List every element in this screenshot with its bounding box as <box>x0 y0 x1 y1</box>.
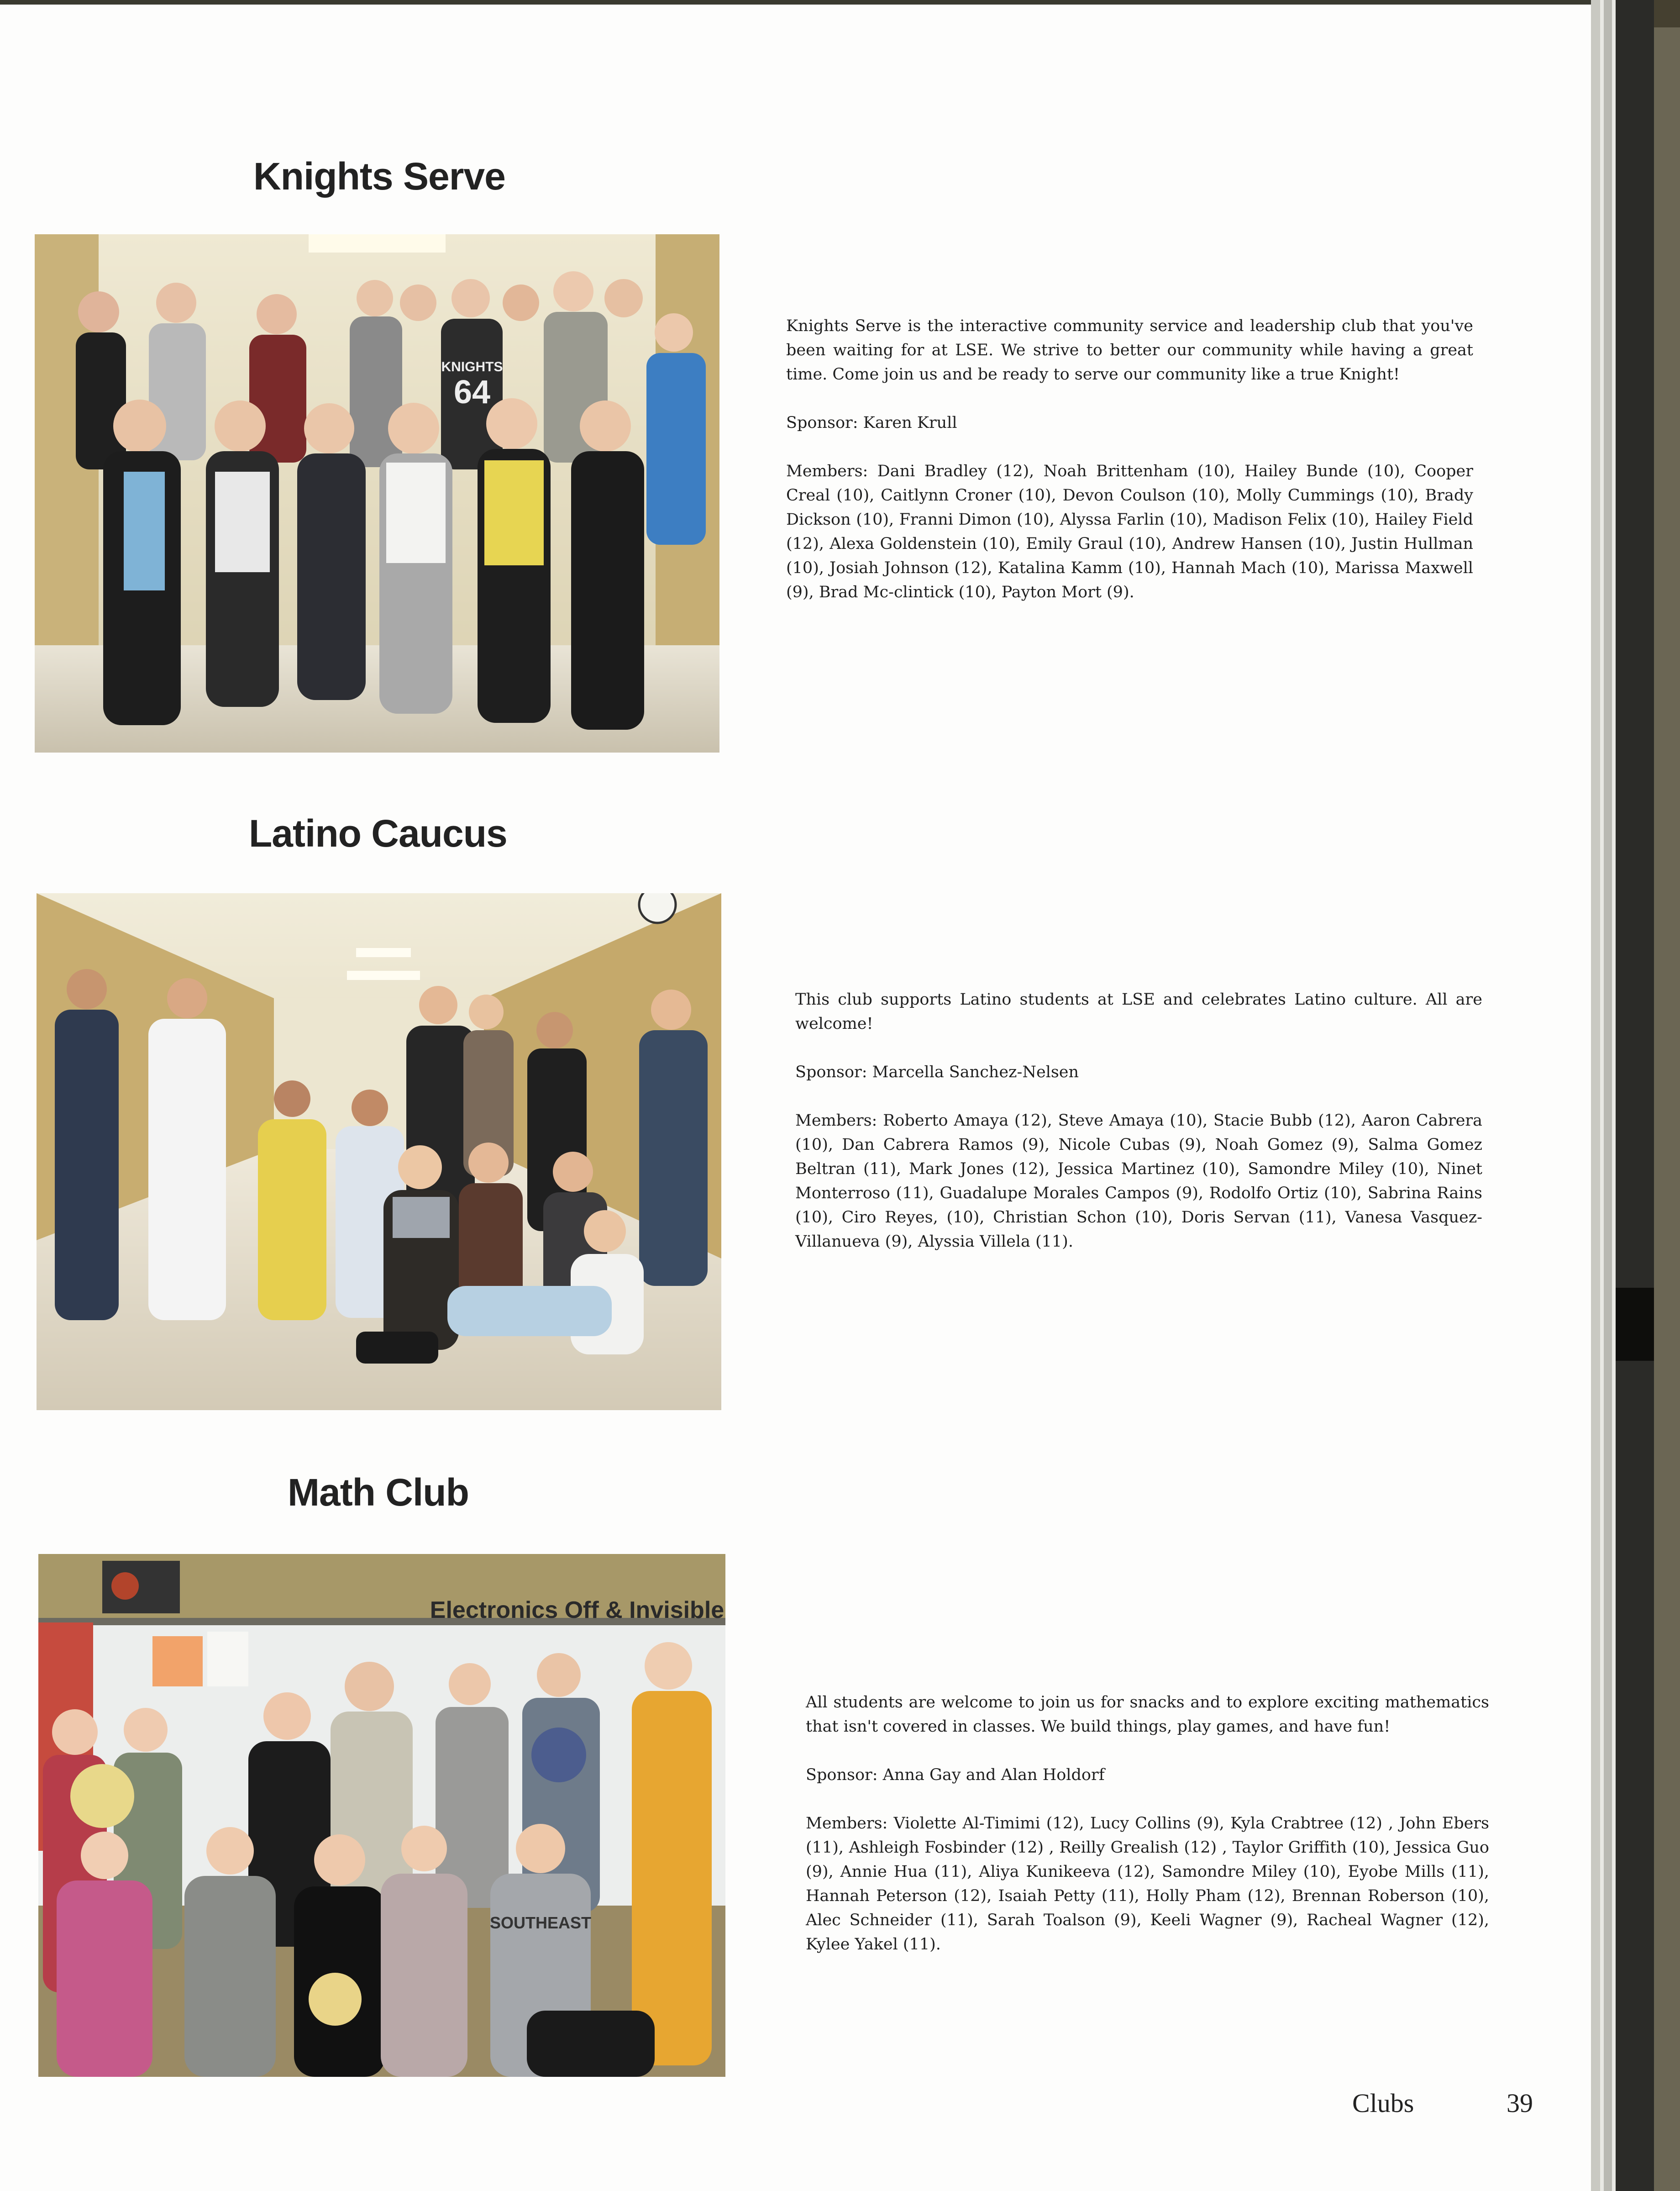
latino-caucus-title: Latino Caucus <box>249 812 507 855</box>
footer-section-label: Clubs <box>1352 2088 1414 2118</box>
knights-serve-sponsor: Sponsor: Karen Krull <box>786 414 957 432</box>
math-club-members: Members: Violette Al-Timimi (12), Lucy Collins (9), Kyla Crabtree (12) , John Ebers (11), Ashleigh Fosbinder (12) , Reilly Grealish (12) , Taylor Griffith (10), Jessica Guo (9), Annie Hua (11), Aliya Kunikeeva (12), Samondre Miley (10), Eyobe Mills (11), Hannah Peterson (12), Isaiah Petty (11), Holly Pham (12), Brennan Roberson (10), Alec Schneider (11), Sarah Toalson (9), Keeli Wagner (9), Racheal Wagner (12), Kylee Yakel (11). <box>806 1814 1489 1954</box>
shirt-text-knights: KNIGHTS <box>441 359 503 374</box>
latino-caucus-sponsor: Sponsor: Marcella Sanchez-Nelsen <box>795 1063 1079 1081</box>
knights-serve-text <box>786 314 1473 605</box>
latino-caucus-description: This club supports Latino students at LSE and celebrates Latino culture. All are welcome! <box>795 990 1482 1033</box>
math-club-sponsor: Sponsor: Anna Gay and Alan Holdorf <box>806 1766 1105 1784</box>
math-club-title: Math Club <box>288 1471 469 1514</box>
knights-serve-title: Knights Serve <box>253 155 505 198</box>
sign-electronics-off: Electronics Off & Invisible <box>430 1597 724 1623</box>
math-club-photo <box>38 1554 725 2077</box>
latino-caucus-photo <box>37 893 721 1410</box>
knights-serve-members: Members: Dani Bradley (12), Noah Brittenham (10), Hailey Bunde (10), Cooper Creal (10), Caitlynn Croner (10), Devon Coulson (10), Molly Cummings (10), Brady Dickson (10), Franni Dimon (10), Alyssa Farlin (10), Madison Felix (10), Hailey Field (12), Alexa Goldenstein (10), Emily Graul (10), Andrew Hansen (10), Justin Hullman (10), Josiah Johnson (12), Katalina Kamm (10), Hannah Mach (10), Marissa Maxwell (9), Brad Mc-clintick (10), Payton Mort (9). <box>786 462 1473 601</box>
math-club-description: All students are welcome to join us for snacks and to explore exciting mathematics that isn't covered in classes. We build things, play games, and have fun! <box>806 1693 1489 1736</box>
knights-serve-description: Knights Serve is the interactive community service and leadership club that you've been waiting for at LSE. We strive to better our community while having a great time. Come join us and be ready to serve our community like a true Knight! <box>786 317 1473 384</box>
latino-caucus-text <box>795 988 1482 1254</box>
page-number: 39 <box>1507 2088 1533 2118</box>
shirt-text-number: 64 <box>453 374 491 411</box>
latino-caucus-members: Members: Roberto Amaya (12), Steve Amaya (10), Stacie Bubb (12), Aaron Cabrera (10), Dan Cabrera Ramos (9), Nicole Cubas (9), Noah Gomez (9), Salma Gomez Beltran (11), Mark Jones (12), Jessica Martinez (10), Samondre Miley (10), Ninet Monterroso (11), Guadalupe Morales Campos (9), Rodolfo Ortiz (10), Sabrina Rains (10), Ciro Reyes, (10), Christian Schon (10), Doris Servan (11), Vanesa Vasquez-Villanueva (9), Alyssia Villela (11). <box>795 1111 1482 1251</box>
knights-serve-photo <box>35 234 719 753</box>
math-club-text <box>806 1691 1489 1957</box>
book-binding-edge <box>1591 0 1680 2191</box>
shirt-text-southeast: SOUTHEAST <box>489 1913 592 1932</box>
